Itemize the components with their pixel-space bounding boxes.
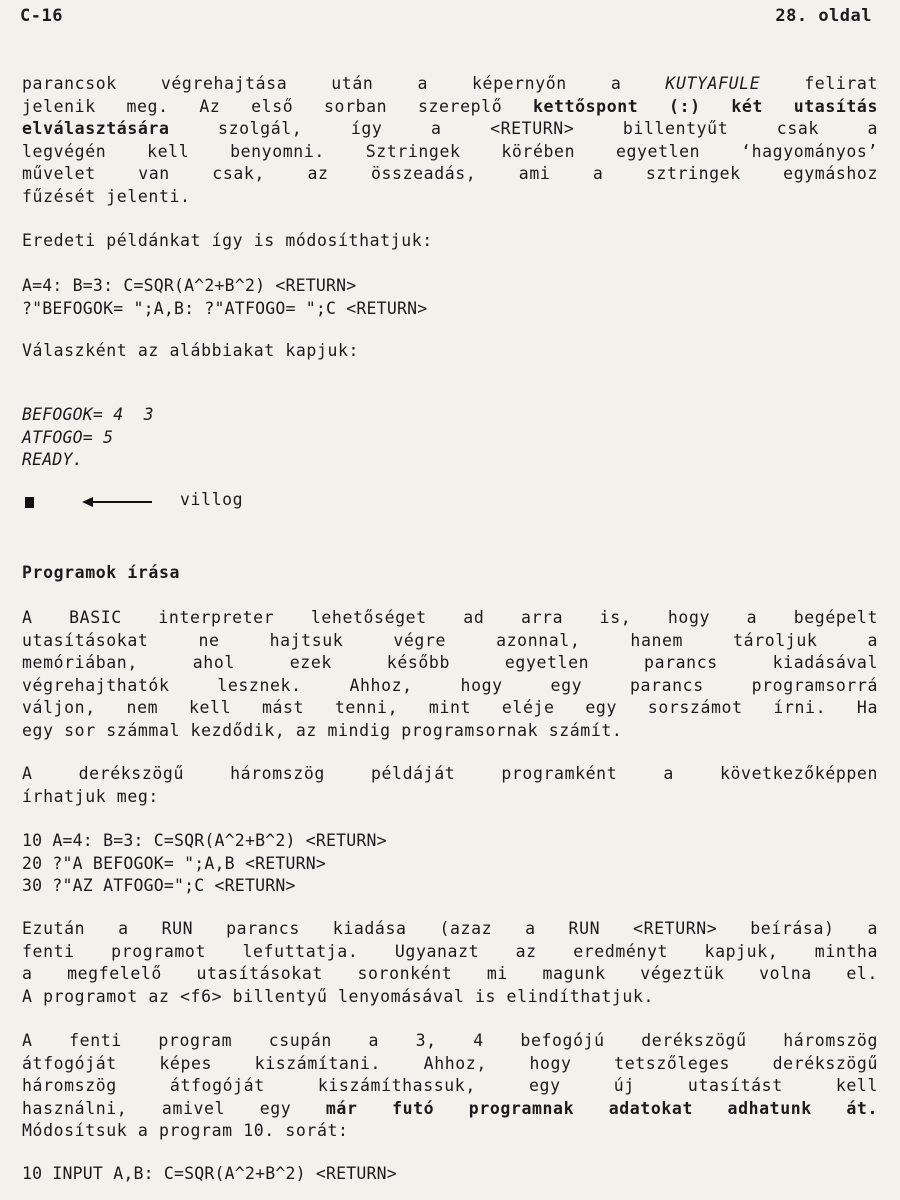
text-line: parancsok végrehajtása után a képernyőn a KUTYAFULE felirat [22,74,879,93]
code-line: 20 ?"A BEFOGOK= ";A,B <RETURN> [22,853,327,873]
text-line: egy sor számmal kezdődik, az mindig programsornak számít. [22,720,623,740]
text-line: váljon, nem kell mást tenni, mint eléje egy sorszámot írni. Ha [22,698,878,717]
cursor-block [25,497,34,508]
text-line: Ezután a RUN parancs kiadása (azaz a RUN <RETURN> beírása) a [22,919,878,938]
paragraph-input [22,1030,878,1143]
section-label: C-16 [20,6,63,26]
text-line: elválasztására szolgál, így a <RETURN> billentyűt csak a [22,119,878,138]
code-block-input [22,1163,878,1186]
text-line: legvégén kell benyomni. Sztringek körében egyetlen ‘hagyományos’ [22,141,878,161]
bold-text: már futó programnak adatokat adhatunk át. [325,1098,879,1118]
paragraph-programs [22,607,878,742]
bold-text: elválasztására [22,119,170,138]
screen-output [22,404,878,472]
paragraph-intro [22,73,878,208]
text-line: végrehajthatók lesznek. Ahhoz, hogy egy parancs programsorrá [22,675,878,695]
code-block-immediate [22,275,878,320]
code-line: ?"BEFOGOK= ";A,B: ?"ATFOGO= ";C <RETURN> [22,298,428,318]
page-number: 28. oldal [775,6,872,26]
text-line: jelenik meg. Az első sorban szereplő kettőspont (:) két utasítás [22,96,878,116]
code-line: 30 ?"AZ ATFOGO=";C <RETURN> [22,876,296,895]
code-line: A=4: B=3: C=SQR(A^2+B^2) <RETURN> [22,276,357,295]
code-line: 10 INPUT A,B: C=SQR(A^2+B^2) <RETURN> [22,1164,397,1183]
code-line: ATFOGO= 5 [22,427,114,447]
text-line: utasításokat ne hajtsuk végre azonnal, hanem tároljuk a [22,630,878,650]
text-line: háromszög átfogóját kiszámíthassuk, egy új utasítást kell [22,1076,878,1095]
code-line: READY. [22,450,83,469]
text-line: átfogóját képes kiszámítani. Ahhoz, hogy tetszőleges derékszögű [22,1053,878,1073]
text-line: A BASIC interpreter lehetőséget ad arra is, hogy a begépelt [22,608,878,627]
code-line: BEFOGOK= 4 3 [22,405,154,424]
italic-text: KUTYAFULE [665,74,761,93]
text-line: fenti programot lefuttatja. Ugyanazt az eredményt kapjuk, mintha [22,941,878,961]
paragraph-run [22,918,878,1008]
text-line: memóriában, ahol ezek később egyetlen parancs kiadásával [22,653,878,672]
text-line: fűzését jelenti. [22,186,191,206]
text-line: A programot az <f6> billentyű lenyomásával is elindíthatjuk. [22,986,655,1006]
text-line: A fenti program csupán a 3, 4 befogójú derékszögű háromszög [22,1031,878,1050]
text-line: a megfelelő utasításokat soronként mi magunk végeztük volna el. [22,964,878,983]
section-heading: Programok írása [22,563,181,582]
text-line: használni, amivel egy már futó programnak adatokat adhatunk át. [22,1098,879,1118]
left-arrow-icon [82,492,162,512]
bold-text: kettőspont (:) két utasítás [532,96,878,116]
text-line: írhatjuk meg: [22,786,159,806]
cursor-illustration [22,490,422,516]
paragraph-answer: Válaszként az alábbiakat kapjuk: [22,341,360,360]
blink-label: villog [180,490,244,509]
code-line: 10 A=4: B=3: C=SQR(A^2+B^2) <RETURN> [22,831,387,850]
paragraph-triangle-program [22,763,878,808]
text-line: A derékszögű háromszög példáját programként a következőképpen [22,764,878,783]
text-line: művelet van csak, az összeadás, ami a sztringek egymáshoz [22,164,878,183]
text-line: Módosítsuk a program 10. sorát: [22,1121,349,1140]
paragraph-example-modify: Eredeti példánkat így is módosíthatjuk: [22,231,433,250]
code-block-program [22,830,878,898]
